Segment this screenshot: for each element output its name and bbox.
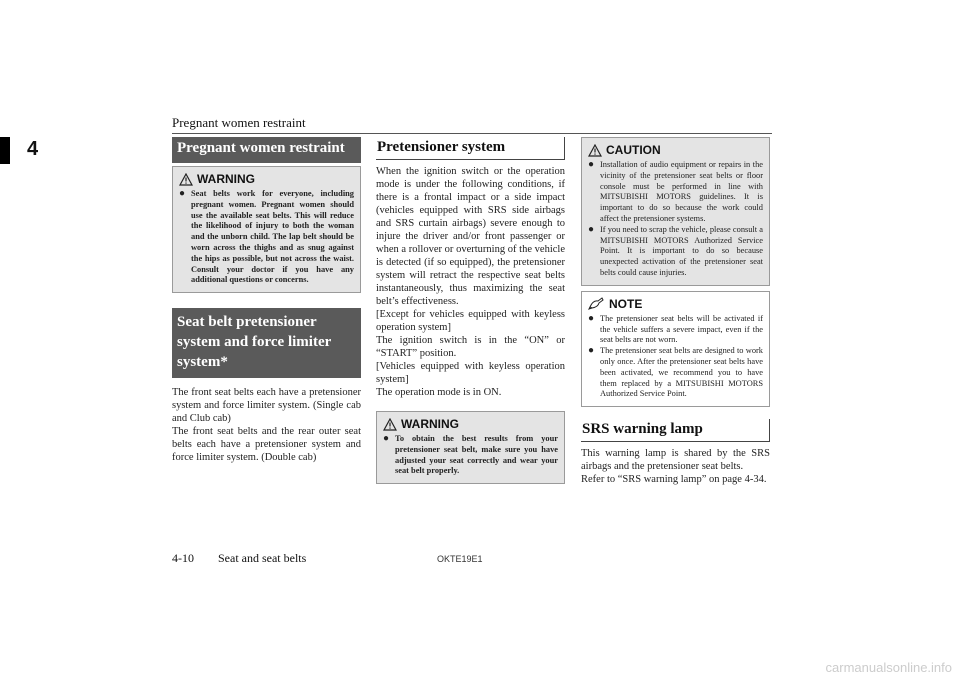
warning-box-pregnant xyxy=(172,166,361,293)
section-title-srs-warning-lamp: SRS warning lamp xyxy=(581,419,770,442)
warning-list xyxy=(179,189,354,286)
note-header xyxy=(588,294,763,314)
paragraph: The front seat belts each have a pretensioner system and force limiter system. (Single cab and Club cab) xyxy=(172,387,361,425)
warning-label: WARNING xyxy=(197,172,255,186)
chapter-name: Seat and seat belts xyxy=(218,551,307,565)
caution-label: CAUTION xyxy=(606,143,661,157)
note-item: ● The pretensioner seat belts will be activated if the vehicle suffers a severe impact, even if the seat belts are not worn. xyxy=(588,312,763,345)
caution-list xyxy=(588,160,763,279)
paragraph: This warning lamp is shared by the SRS airbags and the pretensioner seat belts. xyxy=(581,448,770,473)
note-label: NOTE xyxy=(609,296,643,311)
column-2 xyxy=(376,137,565,484)
paragraph: The front seat belts and the rear outer seat belts each have a pretensioner system and force limiter system. (Double cab) xyxy=(172,426,361,464)
paragraph: [Except for vehicles equipped with keyless operation system] xyxy=(376,309,565,333)
page-number: 4-10 xyxy=(172,551,194,565)
paragraph: [Vehicles equipped with keyless operation system] xyxy=(376,361,565,385)
warning-triangle-icon xyxy=(179,173,193,186)
running-header: Pregnant women restraint xyxy=(172,115,306,130)
caution-triangle-icon xyxy=(588,144,602,157)
paragraph: The ignition switch is in the “ON” or “START” position. xyxy=(376,335,565,359)
caution-header xyxy=(588,140,763,160)
paragraph: The operation mode is in ON. xyxy=(376,387,502,398)
caution-item: ● Installation of audio equipment or repairs in the vicinity of the pretensioner seat belts or floor console must be performed in line with MITSUBISHI MOTORS guidelines. It is important to do so because the work could affect the pretensioner systems. xyxy=(588,159,763,223)
paragraph: When the ignition switch or the operation mode is under the following conditions, if there is a frontal impact or a side impact (vehicles equipped with SRS side airbags and SRS curtain airbags) severe enough to injure the driver and/or front passenger or when a rollover or overturning of the vehicle is detected (if so equipped), the pretensioner system will retract the respective seat belts instantaneously, thus maximizing the seat belt’s effectiveness. xyxy=(376,166,565,307)
warning-header xyxy=(179,169,354,189)
column-3 xyxy=(581,137,770,486)
section-title-pregnant-women: Pregnant women restraint xyxy=(172,137,361,163)
warning-item: ● To obtain the best results from your pretensioner seat belt, make sure you have adjusted your seat correctly and wear your seat belt properly. xyxy=(383,433,558,476)
caution-item: ● If you need to scrap the vehicle, please consult a MITSUBISHI MOTORS Authorized Service Point. It is important to do so because unexpected activation of the pretensioner seat belts could cause injuries. xyxy=(588,223,763,277)
note-item: ● The pretensioner seat belts are designed to work only once. After the pretensioner seat belts have been activated, we recommend you to have them replaced by a MITSUBISHI MOTORS Authorized Service Point. xyxy=(588,345,763,399)
warning-item: ● Seat belts work for everyone, including pregnant women. Pregnant women should use the available seat belts. This will reduce the likelihood of injury to both the woman and the unborn child. The lap belt should be worn across the thighs and as snug against the hips as possible, but not across the waist. Consult your doctor if you have any additional questions or concerns. xyxy=(179,188,354,285)
warning-box-pretensioner xyxy=(376,411,565,484)
section-title-seat-belt-pretensioner: Seat belt pretensioner system and force limiter system* xyxy=(172,308,361,378)
warning-triangle-icon xyxy=(383,418,397,431)
document-code: OKTE19E1 xyxy=(437,554,483,564)
page-footer xyxy=(172,551,306,566)
header-rule xyxy=(172,133,772,134)
caution-box xyxy=(581,137,770,286)
chapter-number: 4 xyxy=(27,138,39,160)
column-1 xyxy=(172,137,361,464)
watermark: carmanualsonline.info xyxy=(825,660,952,675)
paragraph: Refer to “SRS warning lamp” on page 4-34. xyxy=(581,474,767,486)
note-list xyxy=(588,314,763,400)
chapter-tab-marker xyxy=(0,137,10,164)
note-pencil-icon xyxy=(588,297,605,310)
note-box xyxy=(581,291,770,407)
warning-list xyxy=(383,434,558,477)
warning-label: WARNING xyxy=(401,417,459,431)
warning-header xyxy=(383,414,558,434)
section-title-pretensioner-system: Pretensioner system xyxy=(376,137,565,160)
